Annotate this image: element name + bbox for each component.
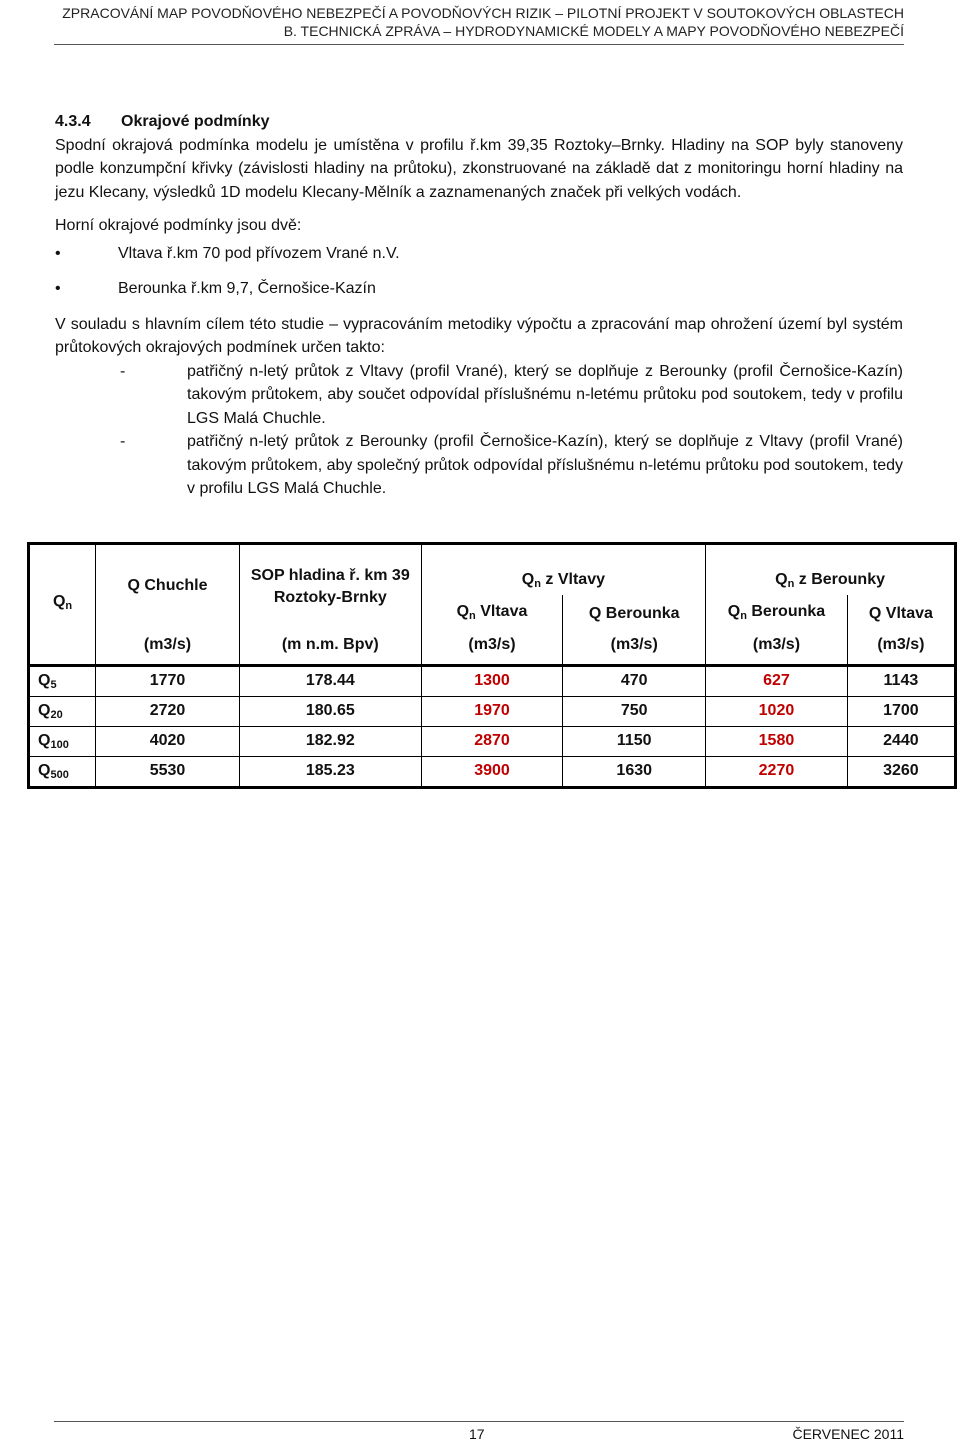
bullet-item: • Vltava ř.km 70 pod přívozem Vrané n.V. — [55, 242, 903, 266]
cell-sop: 182.92 — [239, 726, 421, 756]
paragraph-lower-boundary: Spodní okrajová podmínka modelu je umístěna v profilu ř.km 39,35 Roztoky–Brnky. Hladiny na SOP byly stanoveny podle konzumpční křivky (závislosti hladiny na průtoku), zkonstruované na základě dat z monitoringu horní hladiny na jezu Klecany, výsledků 1D modelu Klecany-Mělník a zaznamenaných značek při velkých vodách. — [55, 136, 903, 201]
unit-chuchle: (m3/s) — [96, 627, 240, 665]
cell-chuchle: 1770 — [96, 665, 240, 696]
footer-date: ČERVENEC 2011 — [792, 1426, 904, 1442]
cell-q-vltava: 1700 — [847, 696, 955, 726]
cell-qn-vltava: 3900 — [421, 756, 563, 787]
header-line-2: B. TECHNICKÁ ZPRÁVA – HYDRODYNAMICKÉ MODELY A MAPY POVODŇOVÉHO NEBEZPEČÍ — [283, 23, 904, 39]
header-sop: SOP hladina ř. km 39 Roztoky-Brnky — [239, 544, 421, 628]
row-label: $Q_5$ — [29, 665, 96, 696]
paragraph-methodology: V souladu s hlavním cílem této studie – vypracováním metodiky výpočtu a zpracování map ohrožení území byl systém průtokových okrajových podmínek určen takto: — [55, 315, 903, 356]
bullet-list — [55, 242, 903, 301]
cell-sop: 185.23 — [239, 756, 421, 787]
cell-qn-vltava: 1970 — [421, 696, 563, 726]
row-label: $Q_{500}$ — [29, 756, 96, 787]
cell-chuchle: 2720 — [96, 696, 240, 726]
table-row — [29, 665, 956, 696]
header-qn-berounka: $Q_n$ Berounka — [706, 595, 848, 627]
header-qn: $Q_n$ — [52, 593, 73, 613]
boundary-conditions-table — [27, 542, 957, 789]
paragraph-upper-boundary-intro: Horní okrajové podmínky jsou dvě: — [55, 217, 302, 234]
dash-item: - patřičný n-letý průtok z Vltavy (profil Vrané), který se doplňuje z Berounky (profil Černošice-Kazín) takovým průtokem, aby součet odpovídal příslušnému n-letému průtoku pod soutokem, tedy v profilu LGS Malá Chuchle. — [55, 360, 903, 431]
unit-qn-vltava: (m3/s) — [421, 627, 563, 665]
cell-chuchle: 5530 — [96, 756, 240, 787]
cell-q-berounka: 1150 — [563, 726, 706, 756]
cell-sop: 178.44 — [239, 665, 421, 696]
dash-item: - patřičný n-letý průtok z Berounky (profil Černošice-Kazín), který se doplňuje z Vltavy (profil Vrané) takovým průtokem, aby společný průtok odpovídal příslušnému n-letému průtoku pod soutokem, tedy v profilu LGS Malá Chuchle. — [55, 430, 903, 501]
unit-sop: (m n.m. Bpv) — [239, 627, 421, 665]
header-group-berounka: $Q_n$ z Berounky — [706, 544, 956, 596]
row-label: $Q_{20}$ — [29, 696, 96, 726]
document-body — [55, 110, 903, 501]
cell-qn-berounka: 2270 — [706, 756, 848, 787]
cell-qn-vltava: 2870 — [421, 726, 563, 756]
header-divider — [54, 44, 904, 45]
page-header — [0, 4, 904, 40]
row-label: $Q_{100}$ — [29, 726, 96, 756]
cell-q-berounka: 1630 — [563, 756, 706, 787]
dash-list — [55, 360, 903, 501]
footer-divider — [54, 1421, 904, 1422]
cell-q-vltava: 3260 — [847, 756, 955, 787]
table-header-row — [29, 544, 956, 596]
cell-q-berounka: 470 — [563, 665, 706, 696]
header-chuchle: Q Chuchle — [96, 544, 240, 628]
dash-icon: - — [120, 433, 126, 450]
bullet-icon: • — [55, 280, 61, 297]
dash-icon: - — [120, 362, 126, 380]
unit-q-vltava: (m3/s) — [847, 627, 955, 665]
cell-chuchle: 4020 — [96, 726, 240, 756]
unit-q-berounka: (m3/s) — [563, 627, 706, 665]
cell-qn-berounka: 627 — [706, 665, 848, 696]
header-q-vltava: Q Vltava — [847, 595, 955, 627]
page-number: 17 — [469, 1426, 485, 1442]
header-line-1: ZPRACOVÁNÍ MAP POVODŇOVÉHO NEBEZPEČÍ A POVODŇOVÝCH RIZIK – PILOTNÍ PROJEKT V SOUTOKOVÝCH OBLASTECH — [62, 5, 904, 21]
cell-sop: 180.65 — [239, 696, 421, 726]
bullet-icon: • — [55, 244, 61, 262]
table-row — [29, 696, 956, 726]
cell-qn-berounka: 1020 — [706, 696, 848, 726]
cell-qn-vltava: 1300 — [421, 665, 563, 696]
section-title: Okrajové podmínky — [121, 113, 270, 130]
section-heading — [55, 110, 903, 134]
cell-qn-berounka: 1580 — [706, 726, 848, 756]
cell-q-vltava: 2440 — [847, 726, 955, 756]
header-qn-vltava: $Q_n$ Vltava — [421, 595, 563, 627]
cell-q-vltava: 1143 — [847, 665, 955, 696]
header-group-vltava: $Q_n$ z Vltavy — [421, 544, 705, 596]
bullet-item: • Berounka ř.km 9,7, Černošice-Kazín — [55, 277, 903, 301]
cell-q-berounka: 750 — [563, 696, 706, 726]
header-q-berounka: Q Berounka — [563, 595, 706, 627]
table-row — [29, 726, 956, 756]
section-number: 4.3.4 — [55, 113, 91, 130]
unit-qn-berounka: (m3/s) — [706, 627, 848, 665]
table-row — [29, 756, 956, 787]
